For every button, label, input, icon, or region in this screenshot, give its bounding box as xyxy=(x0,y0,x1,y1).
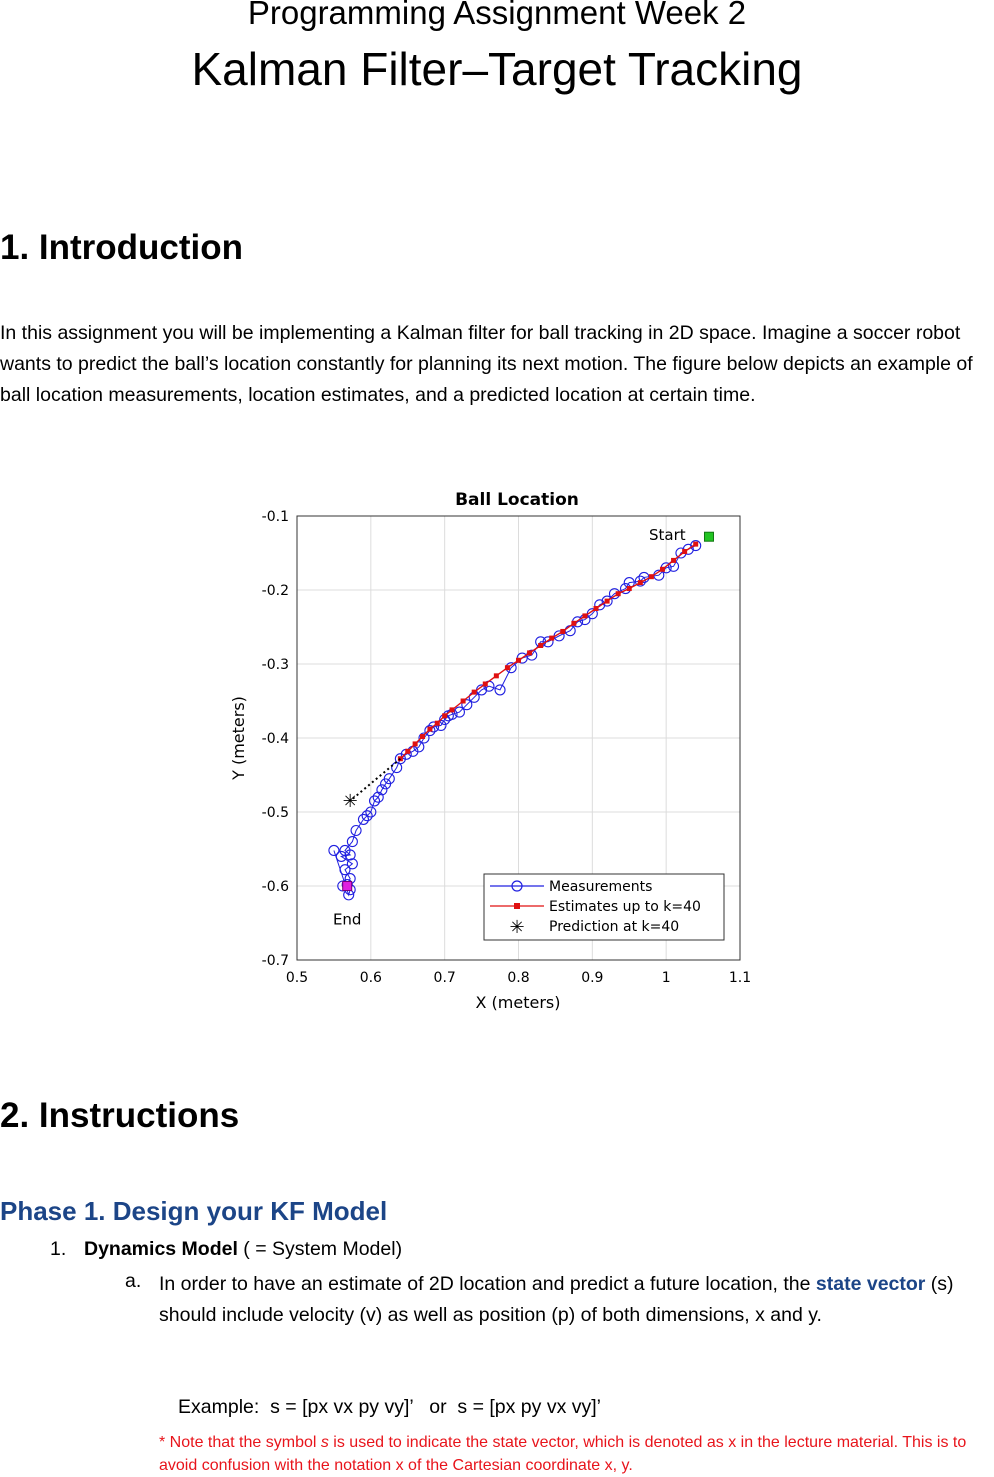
estimate-point xyxy=(549,636,554,641)
estimate-point xyxy=(693,542,698,547)
estimate-point xyxy=(516,658,521,663)
estimate-point xyxy=(398,756,403,761)
legend-estimates-marker xyxy=(514,903,520,909)
ball-location-chart xyxy=(226,484,766,1024)
legend-prediction-marker: ✳ xyxy=(509,917,525,938)
end-marker xyxy=(343,882,352,891)
x-axis-label: X (meters) xyxy=(475,993,561,1012)
prediction-point: ✳ xyxy=(342,790,358,812)
start-annotation: Start xyxy=(649,526,686,545)
state-vector-text-post: (s) should include velocity (v) as well as position (p) of both dimensions, x and y. xyxy=(159,1273,954,1326)
estimate-point xyxy=(671,558,676,563)
y-tick-label: -0.1 xyxy=(261,509,289,525)
chart-title: Ball Location xyxy=(455,490,579,510)
section-heading-instructions: 2. Instructions xyxy=(0,1096,240,1135)
estimate-point xyxy=(594,606,599,611)
dynamics-model-label: Dynamics Model xyxy=(84,1238,238,1260)
estimate-point xyxy=(450,707,455,712)
estimate-point xyxy=(427,727,432,732)
x-tick-label: 0.9 xyxy=(581,970,604,986)
estimate-point xyxy=(435,721,440,726)
sub-item-state-vector xyxy=(159,1269,989,1331)
estimate-point xyxy=(527,650,532,655)
section-heading-introduction: 1. Introduction xyxy=(0,228,244,267)
note-text-post: is used to indicate the state vector, which is denoted as x in the lecture material. This is to avoid confusion with the notation x of the Cartesian coordinate x, y. xyxy=(159,1434,967,1474)
estimate-point xyxy=(571,621,576,626)
estimate-point xyxy=(638,580,643,585)
x-tick-label: 1 xyxy=(661,970,671,986)
legend-prediction-label: Prediction at k=40 xyxy=(549,919,680,935)
estimate-point xyxy=(413,741,418,746)
estimate-point xyxy=(682,549,687,554)
start-marker xyxy=(704,532,713,541)
sub-item-marker: a. xyxy=(125,1270,142,1292)
measurement-point xyxy=(329,845,339,855)
dynamics-model-suffix: ( = System Model) xyxy=(237,1238,403,1260)
estimate-point xyxy=(472,690,477,695)
x-tick-label: 0.5 xyxy=(285,970,309,986)
estimate-point xyxy=(405,749,410,754)
state-vector-text-pre: In order to have an estimate of 2D location and predict a future location, the xyxy=(159,1273,816,1295)
measurements-line xyxy=(334,546,696,895)
list-number: 1. xyxy=(50,1238,67,1260)
estimate-point xyxy=(605,599,610,604)
y-tick-label: -0.5 xyxy=(261,805,289,821)
estimate-point xyxy=(420,734,425,739)
estimate-point xyxy=(616,591,621,596)
estimate-point xyxy=(627,586,632,591)
estimate-point xyxy=(461,699,466,704)
y-axis-label: Y (meters) xyxy=(229,696,248,780)
x-tick-label: 0.8 xyxy=(507,970,530,986)
legend-estimates-label: Estimates up to k=40 xyxy=(549,899,701,915)
x-tick-label: 0.6 xyxy=(359,970,382,986)
chart-legend xyxy=(484,874,724,940)
legend-measurements-label: Measurements xyxy=(549,879,653,895)
estimate-point xyxy=(538,643,543,648)
notation-note xyxy=(159,1431,979,1477)
estimate-point xyxy=(560,629,565,634)
state-vector-term: state vector xyxy=(815,1273,926,1295)
x-tick-label: 0.7 xyxy=(433,970,456,986)
phase1-heading: Phase 1. Design your KF Model xyxy=(0,1196,388,1226)
estimate-point xyxy=(494,673,499,678)
estimate-point xyxy=(582,613,587,618)
note-symbol: s xyxy=(320,1434,329,1451)
x-tick-label: 1.1 xyxy=(728,970,752,986)
list-item-dynamics-model xyxy=(50,1238,402,1261)
y-tick-label: -0.7 xyxy=(261,953,289,969)
introduction-paragraph: In this assignment you will be implementing a Kalman filter for ball tracking in 2D space. Imagine a soccer robot wants to predict the ball’s location constantly for planning its next motion. The figure below depicts an example of ball location measurements, location estimates, and a predicted location at certain time. xyxy=(0,322,973,406)
document-title: Kalman Filter–Target Tracking xyxy=(191,43,803,95)
state-vector-example: Example: s = [px vx py vy]’ or s = [px py vx vy]’ xyxy=(178,1396,601,1418)
y-tick-label: -0.2 xyxy=(261,583,289,599)
estimate-point xyxy=(649,574,654,579)
note-text-pre: * Note that the symbol xyxy=(159,1434,321,1451)
y-tick-label: -0.4 xyxy=(261,731,289,747)
document-subtitle: Programming Assignment Week 2 xyxy=(247,0,747,31)
y-tick-label: -0.6 xyxy=(261,879,289,895)
estimate-point xyxy=(505,665,510,670)
estimate-point xyxy=(483,681,488,686)
estimate-point xyxy=(660,567,665,572)
y-tick-label: -0.3 xyxy=(261,657,289,673)
end-annotation: End xyxy=(332,910,362,929)
estimate-point xyxy=(442,713,447,718)
